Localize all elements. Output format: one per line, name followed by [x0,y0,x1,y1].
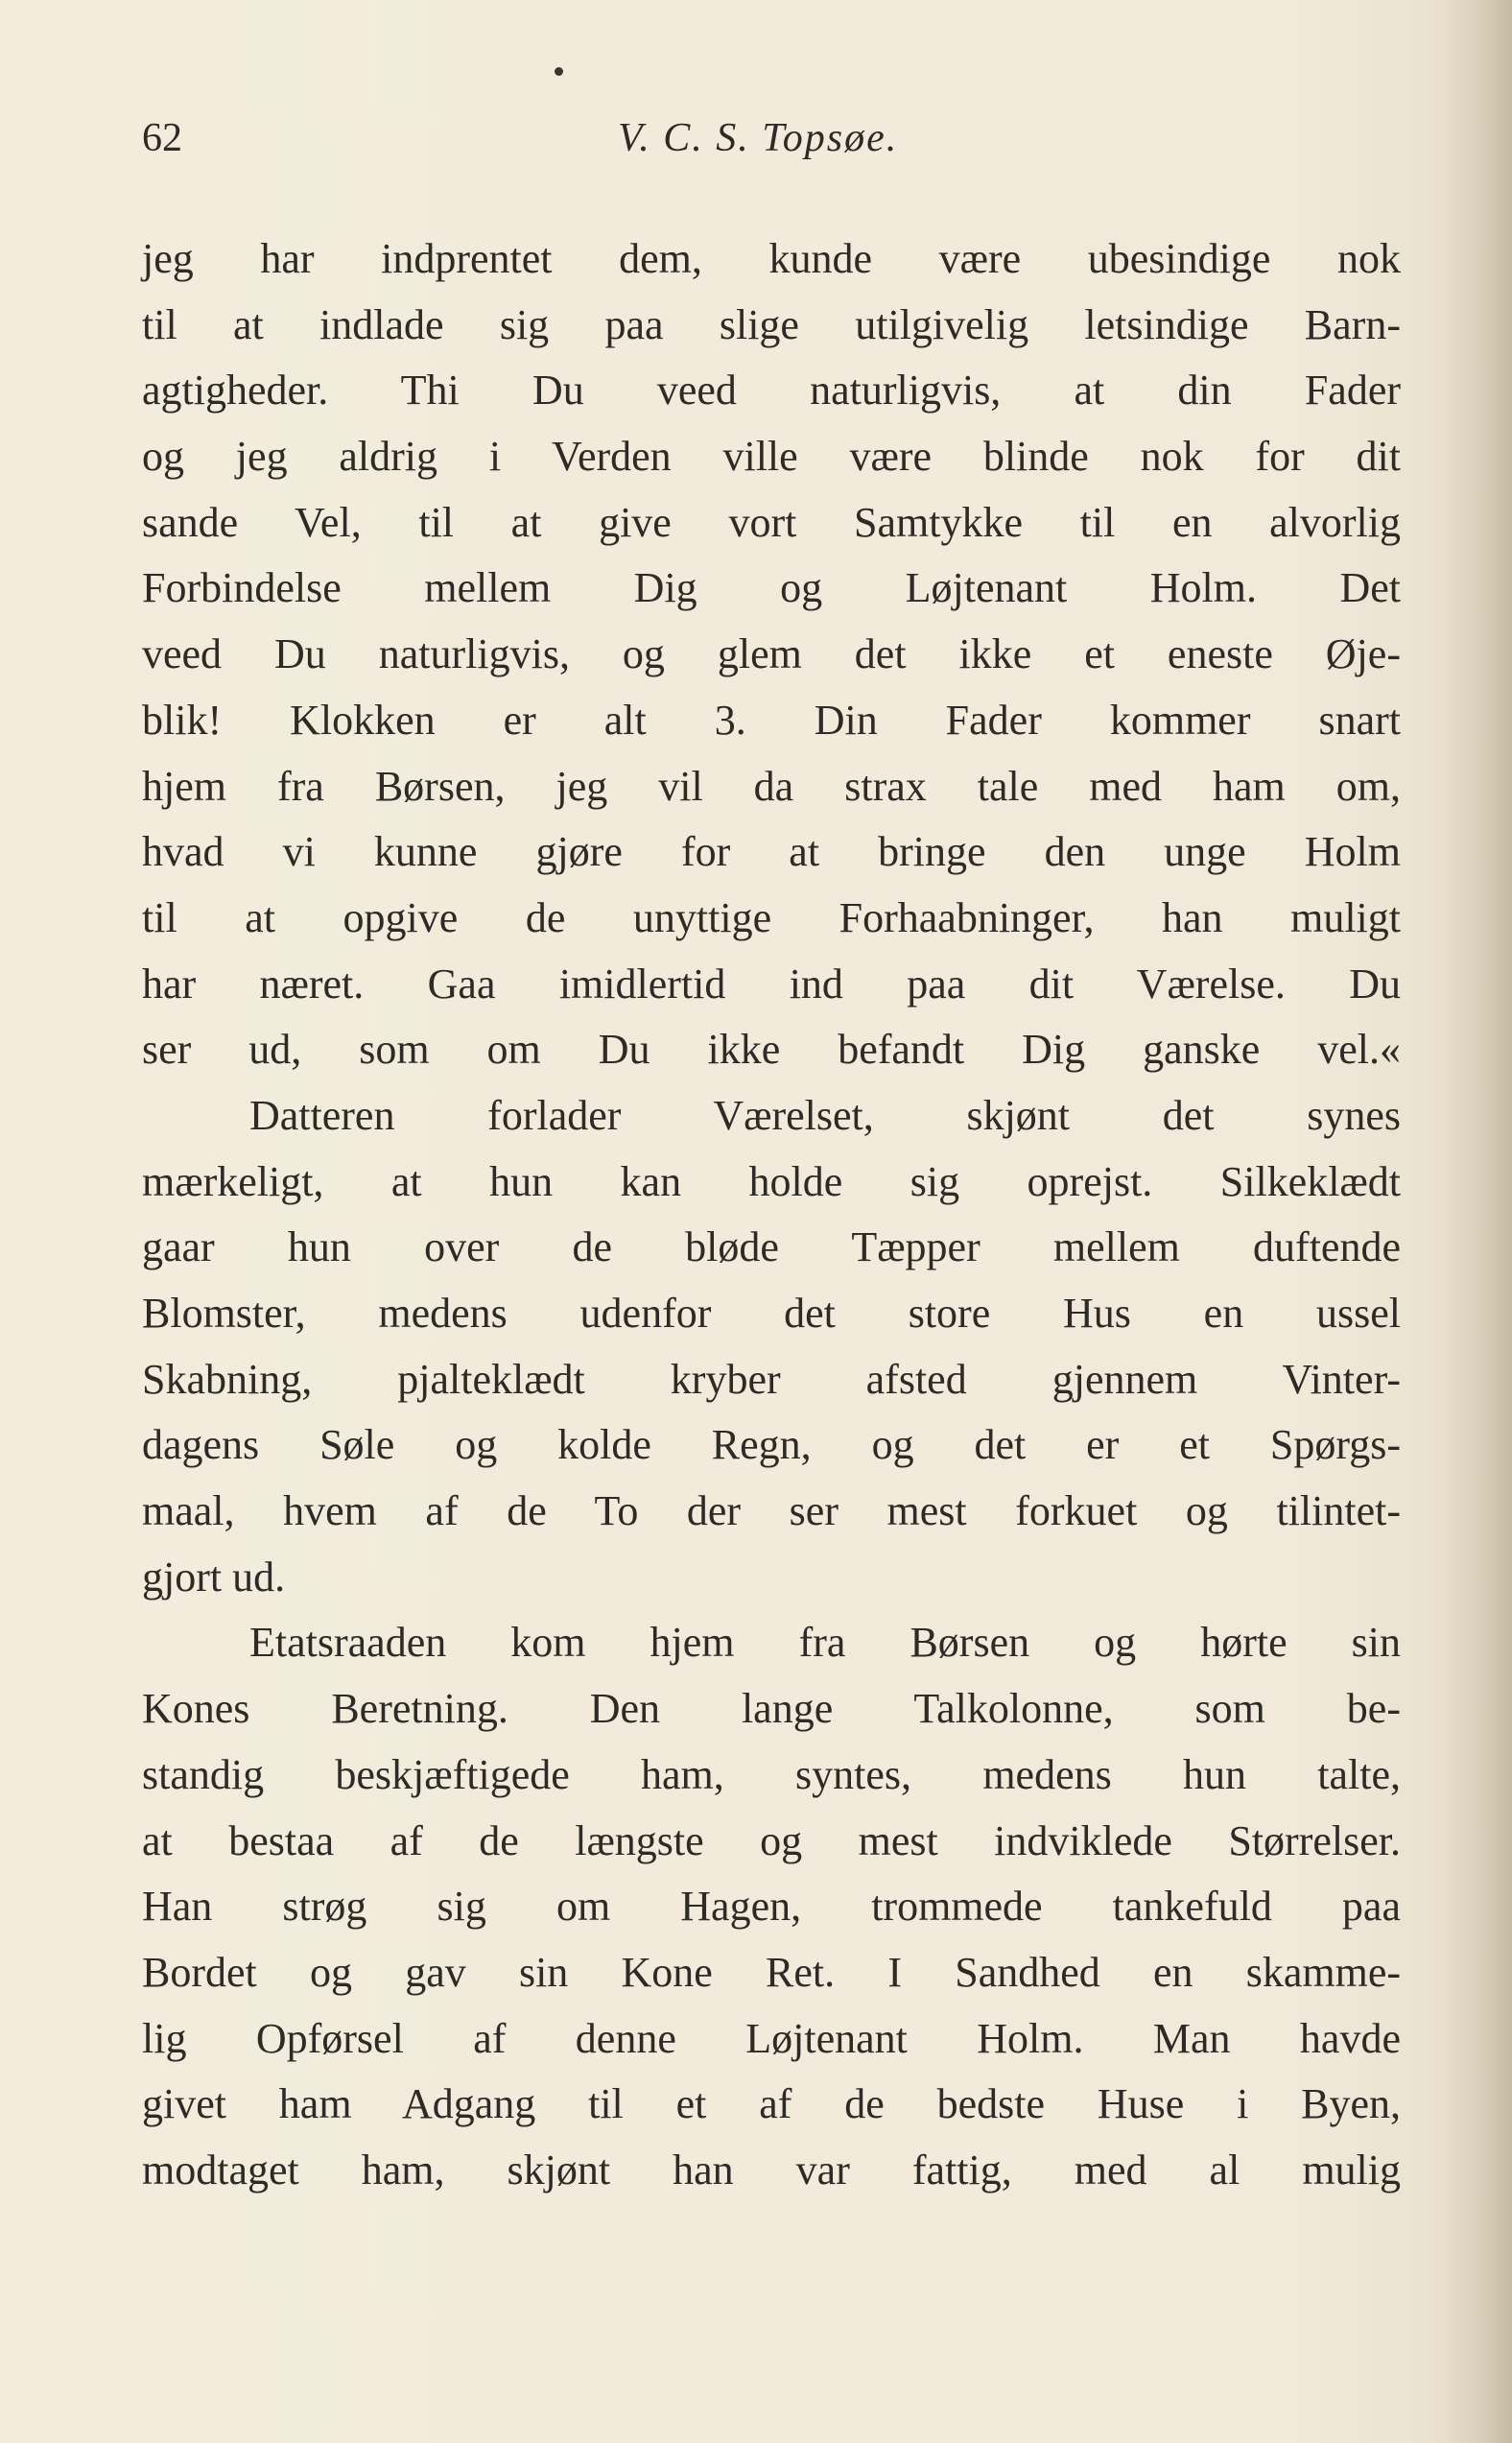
text-line: dagens Søle og kolde Regn, og det er et Spørgs- [142,1421,1401,1469]
text-line: agtigheder. Thi Du veed naturligvis, at din Fader [142,367,1401,415]
text-line: hvad vi kunne gjøre for at bringe den unge Holm [142,828,1401,876]
text-line: hjem fra Børsen, jeg vil da strax tale med ham om, [142,762,1401,810]
text-line: givet ham Adgang til et af de bedste Huse i Byen, [142,2080,1401,2128]
text-line: maal, hvem af de To der ser mest forkuet og tilintet- [142,1487,1401,1535]
text-line: Forbindelse mellem Dig og Løjtenant Holm. Det [142,564,1401,612]
text-line: Blomster, medens udenfor det store Hus en ussel [142,1290,1401,1337]
text-line: Skabning, pjalteklædt kryber afsted gjennem Vinter- [142,1355,1401,1403]
text-line: mærkeligt, at hun kan holde sig oprejst. Silkeklædt [142,1157,1401,1205]
text-line: til at indlade sig paa slige utilgivelig letsindige Barn- [142,300,1401,348]
text-line: gjort ud. [142,1553,286,1601]
text-line: Kones Beretning. Den lange Talkolonne, som be- [142,1685,1401,1733]
text-line: Han strøg sig om Hagen, trommede tankefuld paa [142,1883,1401,1931]
page-number: 62 [142,116,182,160]
text-line: blik! Klokken er alt 3. Din Fader kommer snart [142,696,1401,744]
print-speck [555,67,563,76]
text-line: har næret. Gaa imidlertid ind paa dit Værelse. Du [142,960,1401,1008]
text-line: jeg har indprentet dem, kunde være ubesindige nok [142,235,1401,282]
body-text [142,226,1401,2204]
page-edge-shadow [1445,0,1512,2443]
text-line: til at opgive de unyttige Forhaabninger, han muligt [142,893,1401,941]
text-line: modtaget ham, skjønt han var fattig, med al mulig [142,2146,1401,2194]
running-head: V. C. S. Topsøe. [618,116,899,160]
text-line: og jeg aldrig i Verden ville være blinde nok for dit [142,433,1401,481]
text-line: standig beskjæftigede ham, syntes, medens hun talte, [142,1750,1401,1798]
text-line: Datteren forlader Værelset, skjønt det synes [249,1091,1401,1139]
text-line: Etatsraaden kom hjem fra Børsen og hørte sin [249,1619,1401,1667]
text-line: at bestaa af de længste og mest indviklede Størrelser. [142,1816,1401,1864]
text-line: ser ud, som om Du ikke befandt Dig ganske vel.« [142,1026,1401,1074]
text-line: sande Vel, til at give vort Samtykke til en alvorlig [142,498,1401,546]
text-line: veed Du naturligvis, og glem det ikke et eneste Øje- [142,630,1401,678]
text-line: gaar hun over de bløde Tæpper mellem duftende [142,1223,1401,1271]
page-header [142,115,1401,173]
text-line: Bordet og gav sin Kone Ret. I Sandhed en skamme- [142,1948,1401,1996]
text-line: lig Opførsel af denne Løjtenant Holm. Man havde [142,2014,1401,2062]
